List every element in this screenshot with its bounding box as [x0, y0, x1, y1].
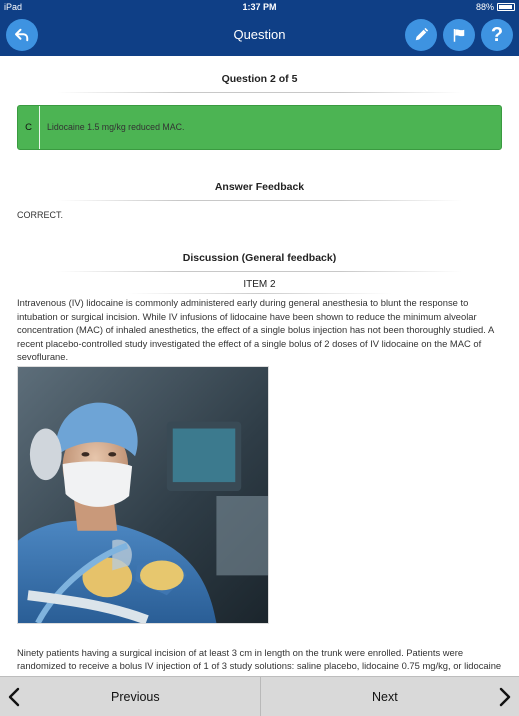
- divider: [57, 200, 462, 201]
- next-label: Next: [372, 690, 398, 704]
- feedback-text: CORRECT.: [17, 210, 64, 220]
- discussion-paragraph: Ninety patients having a surgical incision of at least 3 cm in length on the trunk were enrolled. Patients were randomized to receive a bolus IV injection of 1 of 3 study solutions: saline placebo, lidocaine 0.75 mg/kg, or lidocaine: [17, 646, 502, 671]
- divider: [57, 271, 462, 272]
- bottom-toolbar: [0, 676, 519, 716]
- back-button[interactable]: [6, 19, 38, 51]
- status-bar: [0, 0, 519, 14]
- edit-button[interactable]: [405, 19, 437, 51]
- answer-letter: C: [18, 106, 40, 149]
- battery-percent: 88%: [475, 2, 494, 12]
- selected-answer-correct: [17, 105, 502, 150]
- chevron-right-icon: [499, 687, 511, 707]
- status-time: 1:37 PM: [242, 2, 277, 12]
- next-button[interactable]: [260, 677, 519, 716]
- previous-button[interactable]: [0, 677, 259, 716]
- page-title: Question: [233, 27, 286, 42]
- question-counter: Question 2 of 5: [221, 73, 298, 85]
- status-right: [476, 0, 515, 14]
- flag-icon: [450, 26, 468, 44]
- question-content[interactable]: [0, 56, 519, 687]
- flag-button[interactable]: [443, 19, 475, 51]
- answer-feedback-title: Answer Feedback: [214, 181, 305, 193]
- answer-text: Lidocaine 1.5 mg/kg reduced MAC.: [47, 121, 185, 132]
- divider: [127, 293, 392, 294]
- chevron-left-icon: [8, 687, 20, 707]
- battery-icon: [497, 3, 515, 11]
- back-arrow-icon: [13, 26, 31, 44]
- item-title: ITEM 2: [243, 278, 276, 290]
- question-mark-icon: ?: [490, 23, 504, 46]
- pencil-icon: [412, 26, 430, 44]
- help-button[interactable]: [481, 19, 513, 51]
- previous-label: Previous: [111, 690, 160, 704]
- discussion-paragraph: Intravenous (IV) lidocaine is commonly administered early during general anesthesia to blunt the response to intubation or surgical incision. While IV infusions of lidocaine have been shown to reduce the minimum alveolar concentration (MAC) of inhaled anesthetics, the effect of a single bolus injection has not been thoroughly studied. A recent placebo-controlled study investigated the effect of a single bolus of 2 doses of IV lidocaine on the MAC of sevoflurane.: [17, 297, 494, 362]
- photo-illustration: [18, 367, 268, 623]
- divider: [57, 92, 462, 93]
- anesthesiologist-photo: [17, 366, 269, 624]
- discussion-title: Discussion (General feedback): [182, 251, 337, 264]
- device-label: iPad: [4, 2, 23, 12]
- navigation-bar: [0, 14, 519, 56]
